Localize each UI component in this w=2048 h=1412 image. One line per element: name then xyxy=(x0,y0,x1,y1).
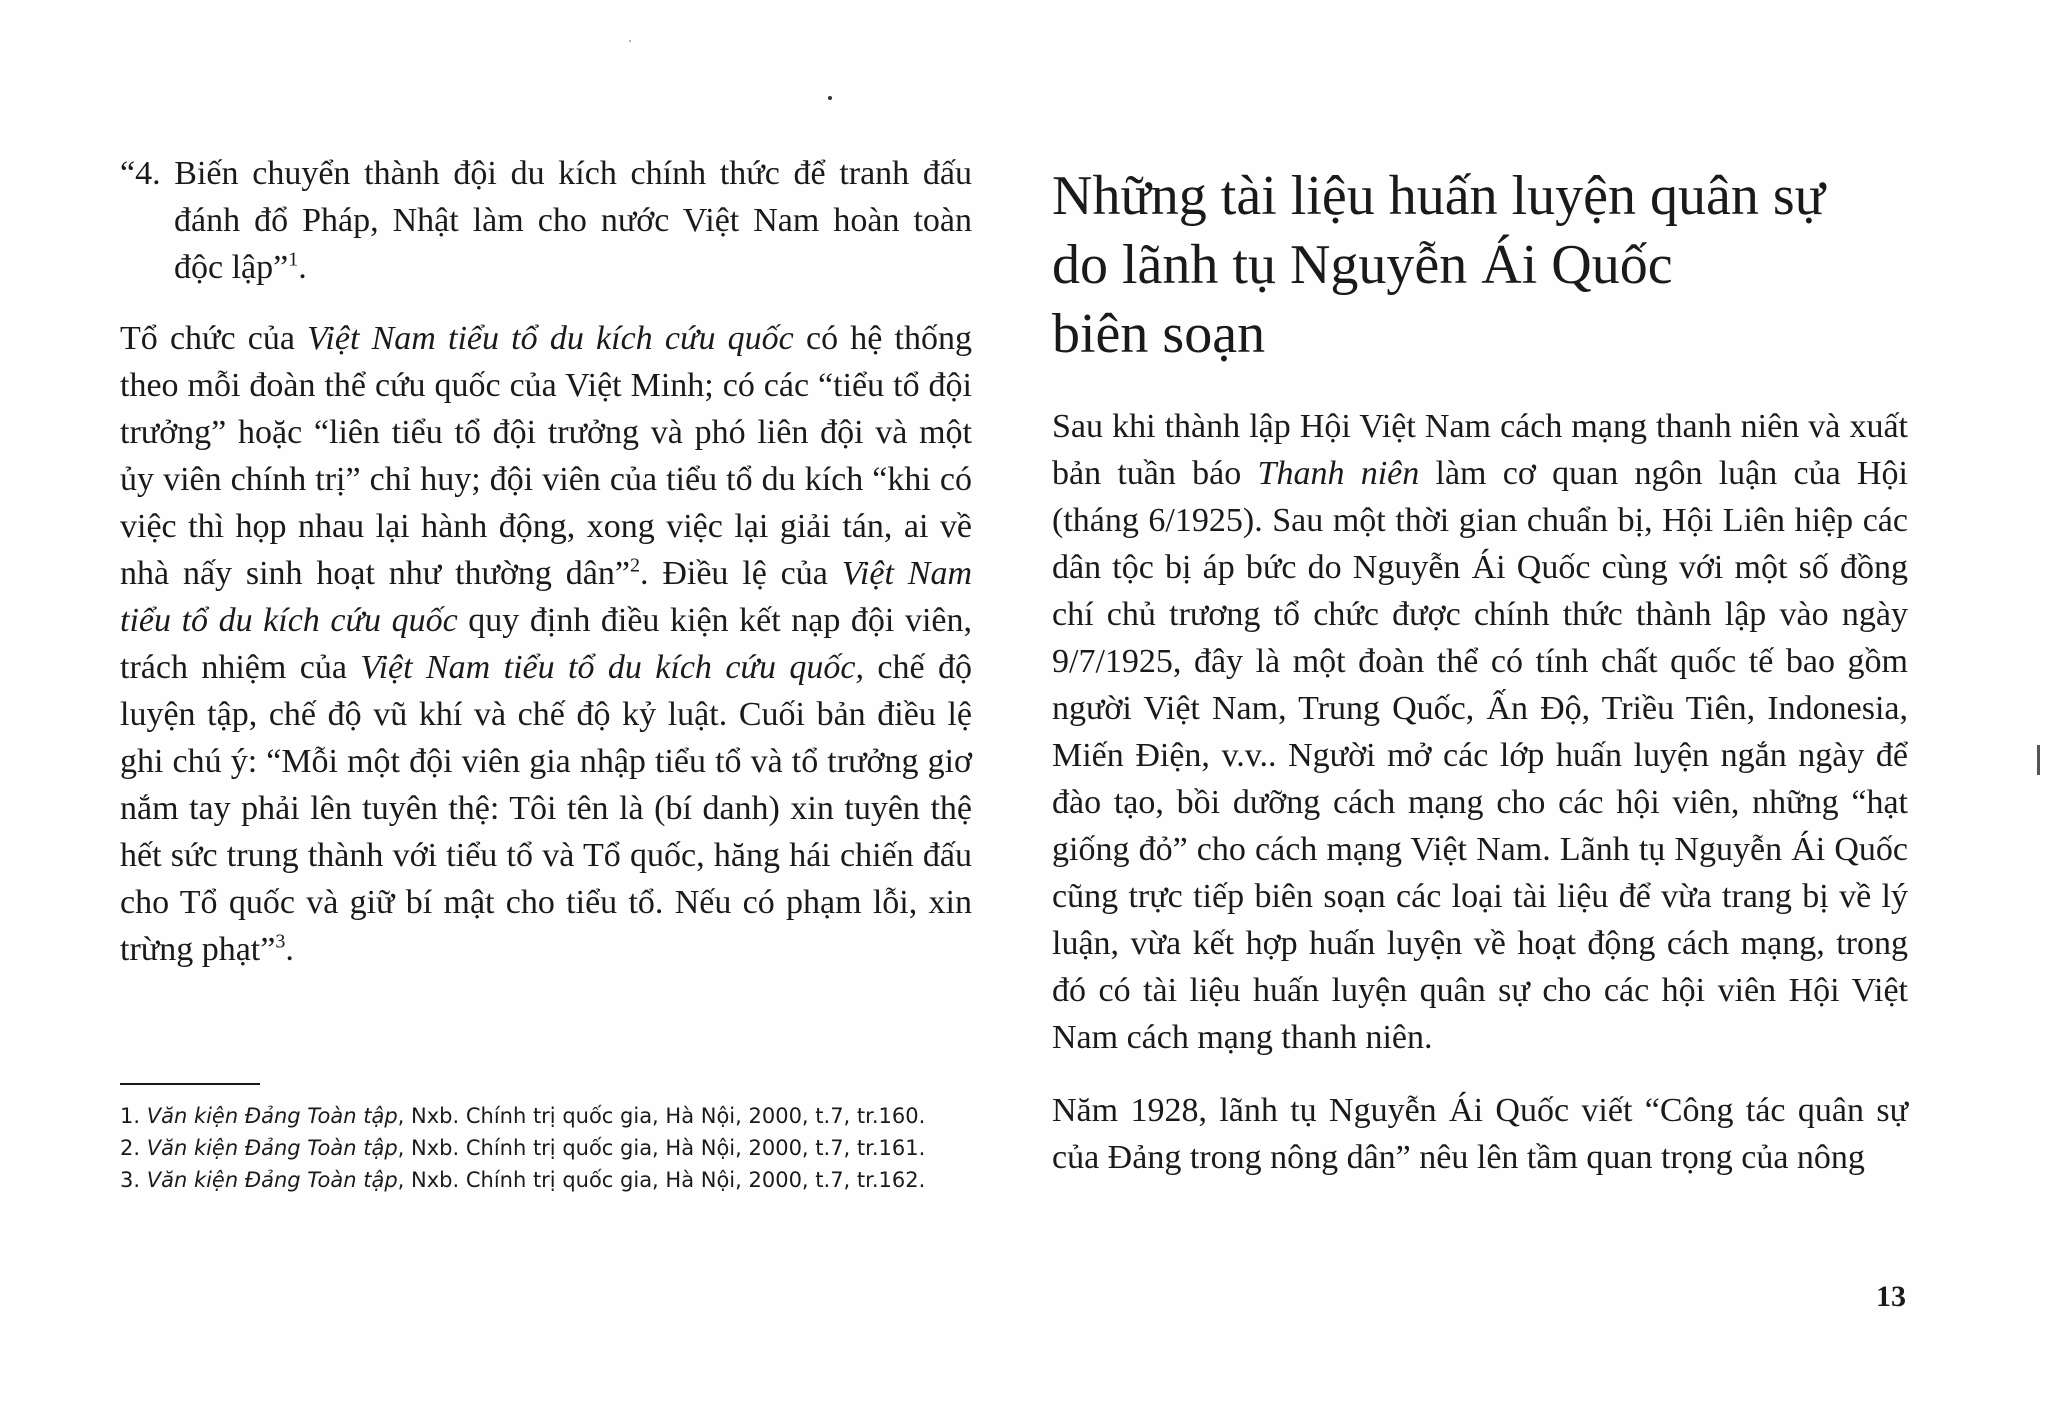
footnote-1: 1. Văn kiện Đảng Toàn tập, Nxb. Chính trị quốc gia, Hà Nội, 2000, t.7, tr.160. xyxy=(120,1104,926,1128)
italic-term: Việt Nam tiểu tổ du kích cứu quốc xyxy=(307,320,794,357)
scan-edge-mark xyxy=(2037,745,2040,775)
footnote-separator xyxy=(120,1083,260,1085)
right-paragraph-1: Sau khi thành lập Hội Việt Nam cách mạng thanh niên và xuất bản tuần báo Thanh niên làm cơ quan ngôn luận của Hội (tháng 6/1925). Sau một thời gian chuẩn bị, Hội Liên hiệp các dân tộc bị áp bức do Nguyễn Ái Quốc cùng với một số đồng chí chủ trương tổ chức được chính thức thành lập vào ngày 9/7/1925, đây là một đoàn thể có tính chất quốc tế bao gồm người Việt Nam, Trung Quốc, Ấn Độ, Triều Tiên, Indonesia, Miến Điện, v.v.. Người mở các lớp huấn luyện ngắn ngày để đào tạo, bồi dưỡng cách mạng cho các hội viên, những “hạt giống đỏ” cho cách mạng Việt Nam. Lãnh tụ Nguyễn Ái Quốc cũng trực tiếp biên soạn các loại tài liệu để vừa trang bị về lý luận, vừa kết hợp huấn luyện về hoạt động cách mạng, trong đó có tài liệu huấn luyện quân sự cho các hội viên Hội Việt Nam cách mạng thanh niên. xyxy=(1052,408,1908,1056)
right-column xyxy=(1052,162,1908,1207)
footnote-ref-1: 1 xyxy=(288,248,299,271)
italic-term: Việt Nam tiểu tổ du kích cứu quốc xyxy=(120,555,972,639)
scan-speck xyxy=(629,40,631,42)
section-title-line: biên soạn xyxy=(1052,303,1266,365)
quoted-item-4: “4. Biến chuyển thành đội du kích chính thức để tranh đấu đánh đổ Pháp, Nhật làm cho nước Việt Nam hoàn toàn độc lập”$^1$. xyxy=(120,155,972,286)
left-paragraph: Tổ chức của Việt Nam tiểu tổ du kích cứu quốc có hệ thống theo mỗi đoàn thể cứu quốc của Việt Minh; có các “tiểu tổ đội trưởng” hoặc “liên tiểu tổ đội trưởng và phó liên đội và một ủy viên chính trị” chỉ huy; đội viên của tiểu tổ du kích “khi có việc thì họp nhau lại hành động, xong việc lại giải tán, ai về nhà nấy sinh hoạt như thường dân”$^2$. Điều lệ của Việt Nam tiểu tổ du kích cứu quốc quy định điều kiện kết nạp đội viên, trách nhiệm của Việt Nam tiểu tổ du kích cứu quốc, chế độ luyện tập, chế độ vũ khí và chế độ kỷ luật. Cuối bản điều lệ ghi chú ý: “Mỗi một đội viên gia nhập tiểu tổ và tổ trưởng giơ nắm tay phải lên tuyên thệ: Tôi tên là (bí danh) xin tuyên thệ hết sức trung thành với tiểu tổ và Tổ quốc, hăng hái chiến đấu cho Tổ quốc và giữ bí mật cho tiểu tổ. Nếu có phạm lỗi, xin trừng phạt”$^3$. xyxy=(120,320,972,968)
footnotes xyxy=(120,1100,980,1196)
section-title-line: Những tài liệu huấn luyện quân sự xyxy=(1052,165,1826,227)
footnote-ref-2: 2 xyxy=(629,554,640,577)
left-column xyxy=(120,150,972,999)
italic-term: Việt Nam tiểu tổ du kích cứu quốc, xyxy=(360,649,864,686)
section-title xyxy=(1052,162,1908,369)
footnote-ref-3: 3 xyxy=(275,930,286,953)
scan-speck xyxy=(828,96,832,100)
right-paragraph-2: Năm 1928, lãnh tụ Nguyễn Ái Quốc viết “Công tác quân sự của Đảng trong nông dân” nêu lên tầm quan trọng của nông xyxy=(1052,1092,1908,1176)
footnote-3: 3. Văn kiện Đảng Toàn tập, Nxb. Chính trị quốc gia, Hà Nội, 2000, t.7, tr.162. xyxy=(120,1168,926,1192)
page-number: 13 xyxy=(1876,1280,1906,1313)
footnote-2: 2. Văn kiện Đảng Toàn tập, Nxb. Chính trị quốc gia, Hà Nội, 2000, t.7, tr.161. xyxy=(120,1136,926,1160)
section-title-line: do lãnh tụ Nguyễn Ái Quốc xyxy=(1052,234,1673,296)
italic-term: Thanh niên xyxy=(1257,455,1420,492)
